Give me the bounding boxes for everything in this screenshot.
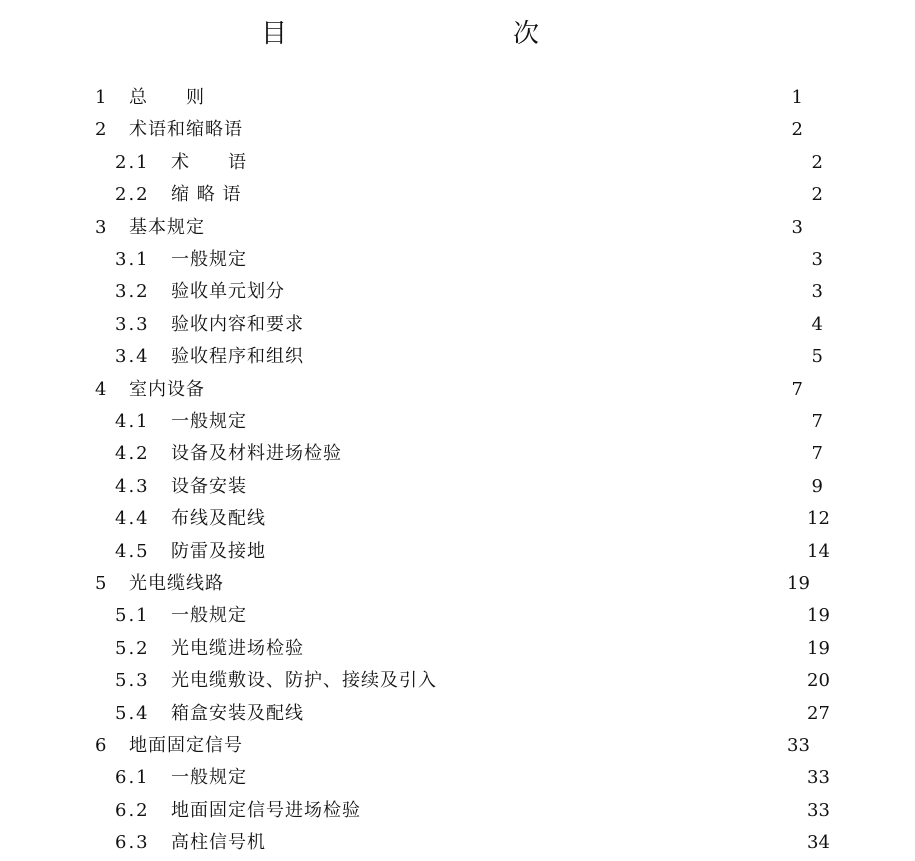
- toc-entry[interactable]: [0, 568, 895, 600]
- toc-entry-label: 高柱信号机: [171, 832, 266, 854]
- toc-entry[interactable]: [0, 665, 915, 697]
- toc-entry-label: 术 语: [171, 151, 247, 173]
- toc-entry-page-number: 7: [791, 378, 803, 400]
- page-title: 目 次: [260, 19, 597, 49]
- toc-entry-number: 4.1: [115, 411, 150, 432]
- toc-entry[interactable]: [0, 730, 895, 762]
- toc-entry-label: 缩 略 语: [171, 184, 242, 206]
- toc-entry[interactable]: [0, 438, 915, 470]
- toc-entry-page-number: 27: [807, 702, 830, 724]
- toc-entry-number: 5: [95, 573, 109, 594]
- toc-entry-page-number: 34: [807, 832, 830, 854]
- dot-leader: [352, 438, 801, 470]
- toc-entry-number: 3.4: [115, 346, 150, 368]
- toc-entry-label: 光电缆线路: [129, 573, 224, 594]
- dot-leader: [253, 730, 781, 762]
- toc-entry-page-number: 2: [811, 151, 823, 173]
- toc-entry[interactable]: [0, 406, 915, 438]
- toc-entry-page-number: 19: [807, 605, 830, 627]
- toc-entry[interactable]: [0, 698, 915, 730]
- toc-entry-number: 3.3: [115, 313, 150, 335]
- toc-entry-page-number: 3: [811, 249, 823, 270]
- toc-entry-page-number: 3: [811, 281, 823, 303]
- dot-leader: [253, 114, 781, 146]
- toc-entry-label: 光电缆进场检验: [171, 637, 304, 659]
- dot-leader: [257, 600, 801, 632]
- toc-entry-page-number: 7: [811, 443, 823, 465]
- toc-entry-number: 4.4: [115, 508, 150, 530]
- toc-entry[interactable]: [0, 827, 915, 859]
- toc-entry[interactable]: [0, 244, 915, 276]
- toc-entry-number: 3.1: [115, 249, 150, 270]
- toc-entry-label: 一般规定: [171, 411, 247, 432]
- toc-entry-page-number: 9: [811, 475, 823, 497]
- toc-entry-label: 总 则: [129, 87, 205, 108]
- toc-entry[interactable]: [0, 341, 915, 373]
- toc-entry-number: 6.3: [115, 832, 150, 854]
- dot-leader: [314, 633, 801, 665]
- dot-leader: [234, 568, 781, 600]
- toc-entry-number: 2: [95, 119, 109, 141]
- toc-entry[interactable]: [0, 374, 895, 406]
- dot-leader: [314, 698, 801, 730]
- toc-entry-page-number: 20: [807, 670, 830, 692]
- toc-entry-number: 6.1: [115, 767, 150, 789]
- dot-leader: [215, 82, 781, 114]
- dot-leader: [295, 276, 801, 308]
- dot-leader: [276, 503, 801, 535]
- toc-entry-label: 地面固定信号: [129, 735, 243, 756]
- toc-entry-number: 5.4: [115, 702, 150, 724]
- dot-leader: [314, 309, 801, 341]
- toc-entry[interactable]: [0, 114, 895, 146]
- dot-leader: [314, 341, 801, 373]
- toc-entry-label: 防雷及接地: [171, 540, 266, 562]
- toc-entry-number: 4.2: [115, 443, 150, 465]
- toc-entry[interactable]: [0, 633, 915, 665]
- toc-entry-number: 4: [95, 378, 109, 400]
- toc-entry[interactable]: [0, 309, 915, 341]
- dot-leader: [447, 665, 801, 697]
- dot-leader: [276, 827, 801, 859]
- dot-leader: [257, 406, 801, 438]
- toc-entry[interactable]: [0, 600, 915, 632]
- toc-entry-page-number: 1: [791, 87, 803, 108]
- toc-entry-number: 3: [95, 216, 109, 238]
- toc-entry-page-number: 3: [791, 216, 803, 238]
- toc-entry-label: 室内设备: [129, 378, 205, 400]
- toc-entry-number: 4.5: [115, 540, 150, 562]
- toc-entry-label: 验收程序和组织: [171, 346, 304, 368]
- dot-leader: [257, 244, 801, 276]
- dot-leader: [257, 471, 801, 503]
- dot-leader: [257, 762, 801, 794]
- toc-entry[interactable]: [0, 179, 915, 211]
- toc-entry-page-number: 12: [807, 508, 830, 530]
- toc-entry-label: 箱盒安装及配线: [171, 702, 304, 724]
- toc-entry-page-number: 19: [807, 637, 830, 659]
- toc-entry-page-number: 33: [807, 767, 830, 789]
- toc-entry[interactable]: [0, 471, 915, 503]
- toc-entry-page-number: 14: [807, 540, 830, 562]
- toc-entry-label: 基本规定: [129, 216, 205, 238]
- dot-leader: [276, 536, 801, 568]
- toc-entry-label: 一般规定: [171, 249, 247, 270]
- toc-entry-page-number: 2: [791, 119, 803, 141]
- toc-entry[interactable]: [0, 212, 895, 244]
- toc-entry[interactable]: [0, 536, 915, 568]
- toc-entry-page-number: 4: [811, 313, 823, 335]
- toc-entry[interactable]: [0, 82, 895, 114]
- toc-entry-label: 一般规定: [171, 767, 247, 789]
- toc-entry-page-number: 33: [787, 735, 810, 756]
- toc-entry-label: 验收内容和要求: [171, 313, 304, 335]
- dot-leader: [251, 179, 801, 211]
- toc-entry-number: 5.1: [115, 605, 150, 627]
- toc-entry-number: 2.2: [115, 184, 150, 206]
- toc-entry[interactable]: [0, 147, 915, 179]
- toc-entry-page-number: 33: [807, 799, 830, 821]
- toc-entry-number: 1: [95, 87, 109, 108]
- toc-entry[interactable]: [0, 503, 915, 535]
- toc-entry-number: 4.3: [115, 475, 150, 497]
- toc-entry[interactable]: [0, 795, 915, 827]
- toc-entry-label: 设备安装: [171, 475, 247, 497]
- dot-leader: [371, 795, 801, 827]
- toc-entry-label: 一般规定: [171, 605, 247, 627]
- toc-entry-page-number: 7: [811, 411, 823, 432]
- toc-entry-number: 2.1: [115, 151, 150, 173]
- dot-leader: [215, 374, 781, 406]
- toc-entry[interactable]: [0, 276, 915, 308]
- toc-entry-page-number: 2: [811, 184, 823, 206]
- toc-entry-number: 6.2: [115, 799, 150, 821]
- toc-entry-label: 光电缆敷设、防护、接续及引入: [171, 670, 437, 692]
- toc-entry-number: 5.2: [115, 637, 150, 659]
- toc-entry-label: 验收单元划分: [171, 281, 285, 303]
- toc-entry-label: 布线及配线: [171, 508, 266, 530]
- toc-entry-number: 5.3: [115, 670, 150, 692]
- dot-leader: [257, 147, 801, 179]
- toc-entry-page-number: 19: [787, 573, 810, 594]
- dot-leader: [215, 212, 781, 244]
- toc-entry-page-number: 5: [811, 346, 823, 368]
- toc-entry-label: 地面固定信号进场检验: [171, 799, 361, 821]
- toc-entry[interactable]: [0, 762, 915, 794]
- toc-entry-number: 3.2: [115, 281, 150, 303]
- toc-entry-label: 术语和缩略语: [129, 119, 243, 141]
- toc-entry-label: 设备及材料进场检验: [171, 443, 342, 465]
- toc-entry-number: 6: [95, 735, 109, 756]
